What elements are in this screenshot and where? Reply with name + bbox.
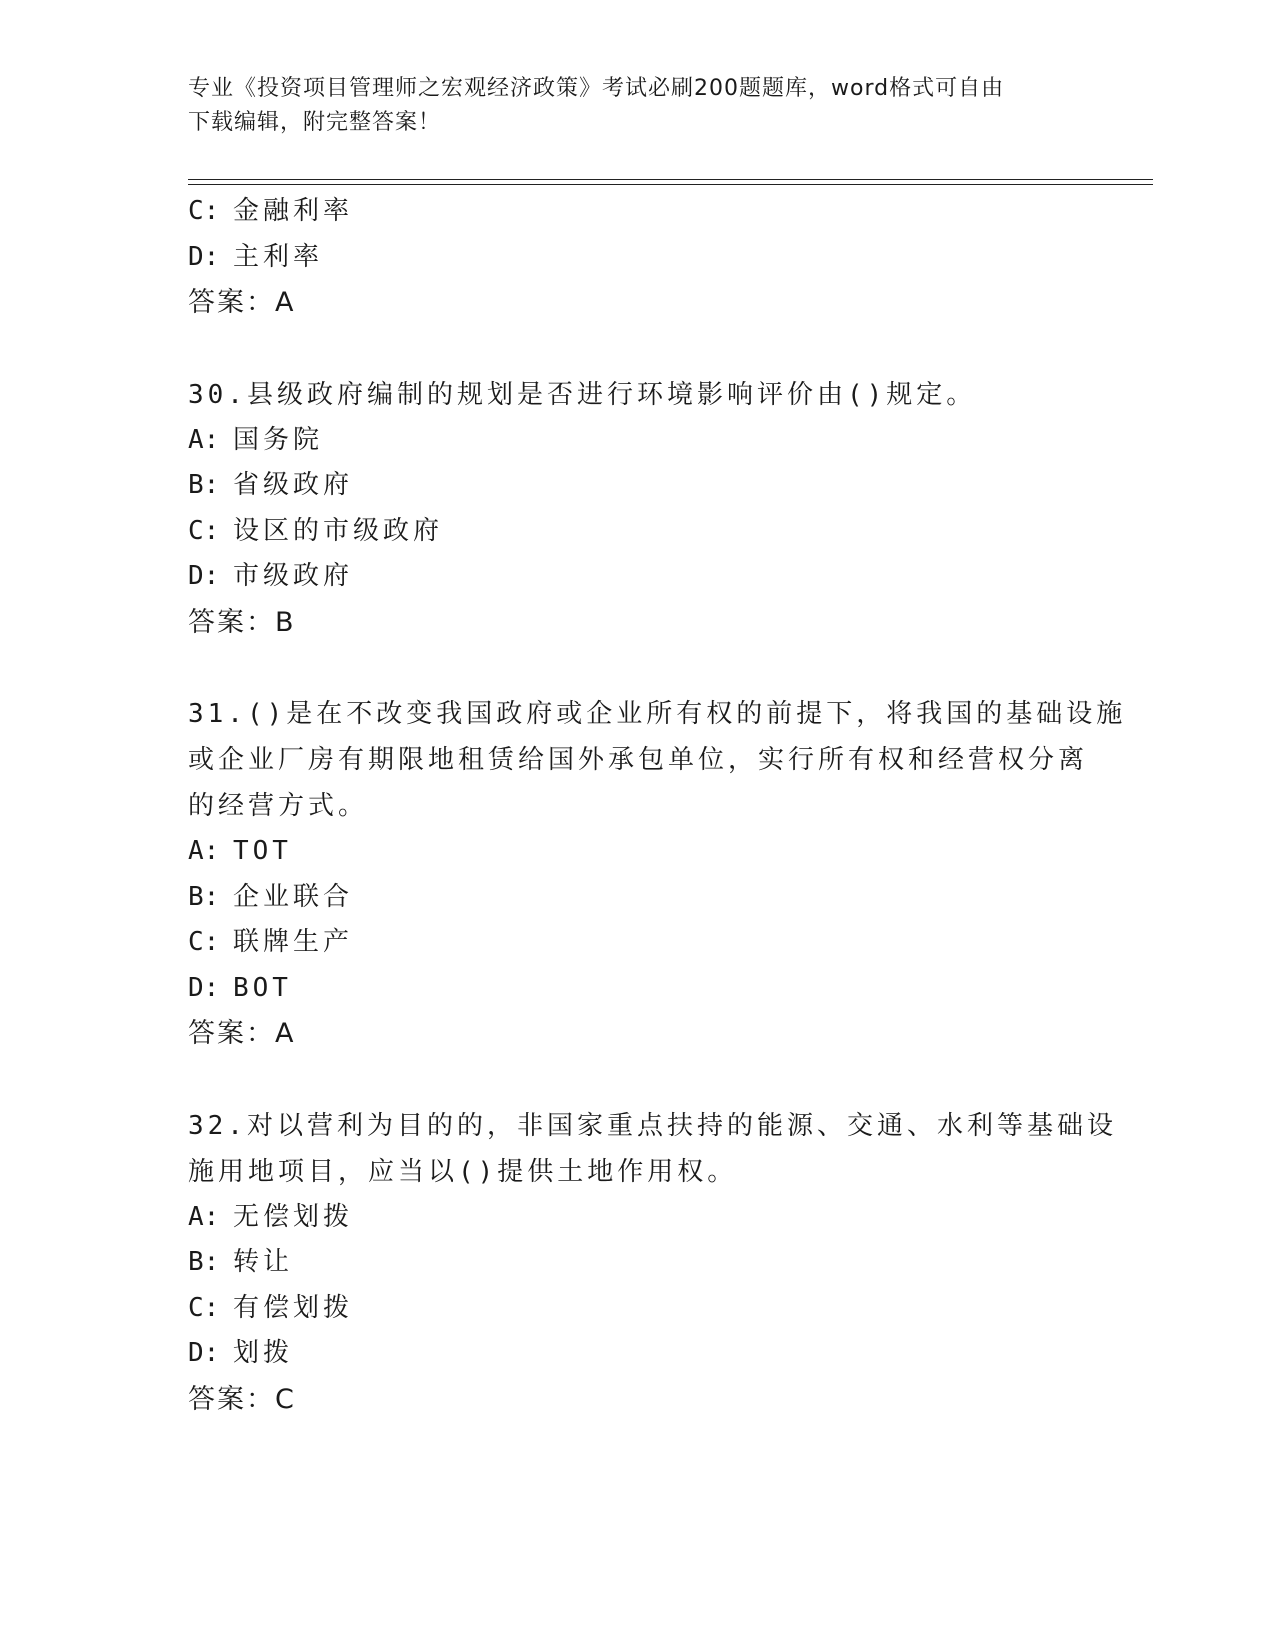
- option-label: A:: [188, 836, 220, 866]
- document-header: [188, 72, 1078, 140]
- answer: 答案：A: [188, 1018, 296, 1049]
- option-text: 转让: [233, 1247, 294, 1277]
- stem-line: 或企业厂房有期限地租赁给国外承包单位，实行所有权和经营权分离: [188, 745, 1089, 775]
- option-c: [188, 1286, 1088, 1332]
- option-label: B:: [188, 1247, 220, 1277]
- option-c: [188, 189, 1088, 235]
- option-label: C:: [188, 515, 220, 546]
- option-text: 市级政府: [233, 561, 354, 591]
- option-a: [188, 418, 1088, 464]
- option-text: 划拨: [233, 1338, 294, 1368]
- spacer: [188, 645, 1088, 691]
- header-rule-top: [188, 179, 1153, 180]
- option-label: C:: [188, 1292, 220, 1323]
- question-29-tail: [188, 189, 1088, 326]
- stem-line: 30.县级政府编制的规划是否进行环境影响评价由()规定。: [188, 379, 977, 410]
- question-stem: [188, 691, 1127, 829]
- option-label: D:: [188, 241, 220, 272]
- stem-line: 施用地项目，应当以()提供土地作用权。: [188, 1156, 738, 1187]
- question-30: [188, 372, 1088, 646]
- option-d: [188, 554, 1088, 600]
- option-text: TOT: [233, 836, 292, 866]
- stem-line: 的经营方式。: [188, 791, 369, 821]
- question-stem: [188, 1103, 1117, 1195]
- option-d: [188, 966, 1088, 1012]
- option-label: B:: [188, 470, 220, 500]
- option-b: [188, 1240, 1088, 1286]
- option-d: [188, 1331, 1088, 1377]
- question-list: [188, 189, 1127, 1422]
- answer: 答案：C: [188, 1383, 296, 1415]
- option-label: C:: [188, 196, 220, 226]
- option-c: [188, 509, 1088, 555]
- stem-line: 31.()是在不改变我国政府或企业所有权的前提下，将我国的基础设施: [188, 699, 1127, 729]
- option-text: 无偿划拨: [233, 1201, 354, 1232]
- option-c: [188, 920, 1088, 966]
- option-text: 国务院: [233, 424, 324, 455]
- stem-line: 32.对以营利为目的的，非国家重点扶持的能源、交通、水利等基础设: [188, 1110, 1117, 1141]
- option-text: 省级政府: [233, 470, 354, 500]
- spacer: [188, 1057, 1088, 1103]
- question-31: [188, 691, 1127, 1057]
- option-label: A:: [188, 424, 220, 455]
- option-text: 联牌生产: [233, 927, 354, 957]
- option-label: A:: [188, 1201, 220, 1232]
- option-text: 金融利率: [233, 196, 354, 226]
- answer: 答案：A: [188, 287, 296, 318]
- spacer: [188, 326, 1088, 372]
- option-a: [188, 1195, 1088, 1241]
- header-line-1: 专业《投资项目管理师之宏观经济政策》考试必刷200题题库，word格式可自由: [188, 76, 1005, 101]
- question-32: [188, 1103, 1117, 1423]
- option-label: D:: [188, 561, 220, 591]
- option-label: C:: [188, 927, 220, 957]
- header-rule-bottom: [188, 184, 1153, 185]
- question-stem: [188, 372, 1078, 418]
- header-line-2: 下载编辑，附完整答案！: [188, 110, 442, 135]
- option-label: D:: [188, 972, 220, 1003]
- answer: 答案：B: [188, 606, 296, 638]
- option-text: 企业联合: [233, 881, 354, 912]
- option-b: [188, 875, 1088, 921]
- option-d: [188, 235, 1088, 281]
- option-text: 有偿划拨: [233, 1292, 354, 1323]
- option-label: B:: [188, 881, 220, 912]
- option-text: BOT: [233, 972, 292, 1003]
- option-text: 主利率: [233, 241, 324, 272]
- option-label: D:: [188, 1338, 220, 1368]
- option-b: [188, 463, 1088, 509]
- option-text: 设区的市级政府: [233, 515, 444, 546]
- option-a: [188, 829, 1088, 875]
